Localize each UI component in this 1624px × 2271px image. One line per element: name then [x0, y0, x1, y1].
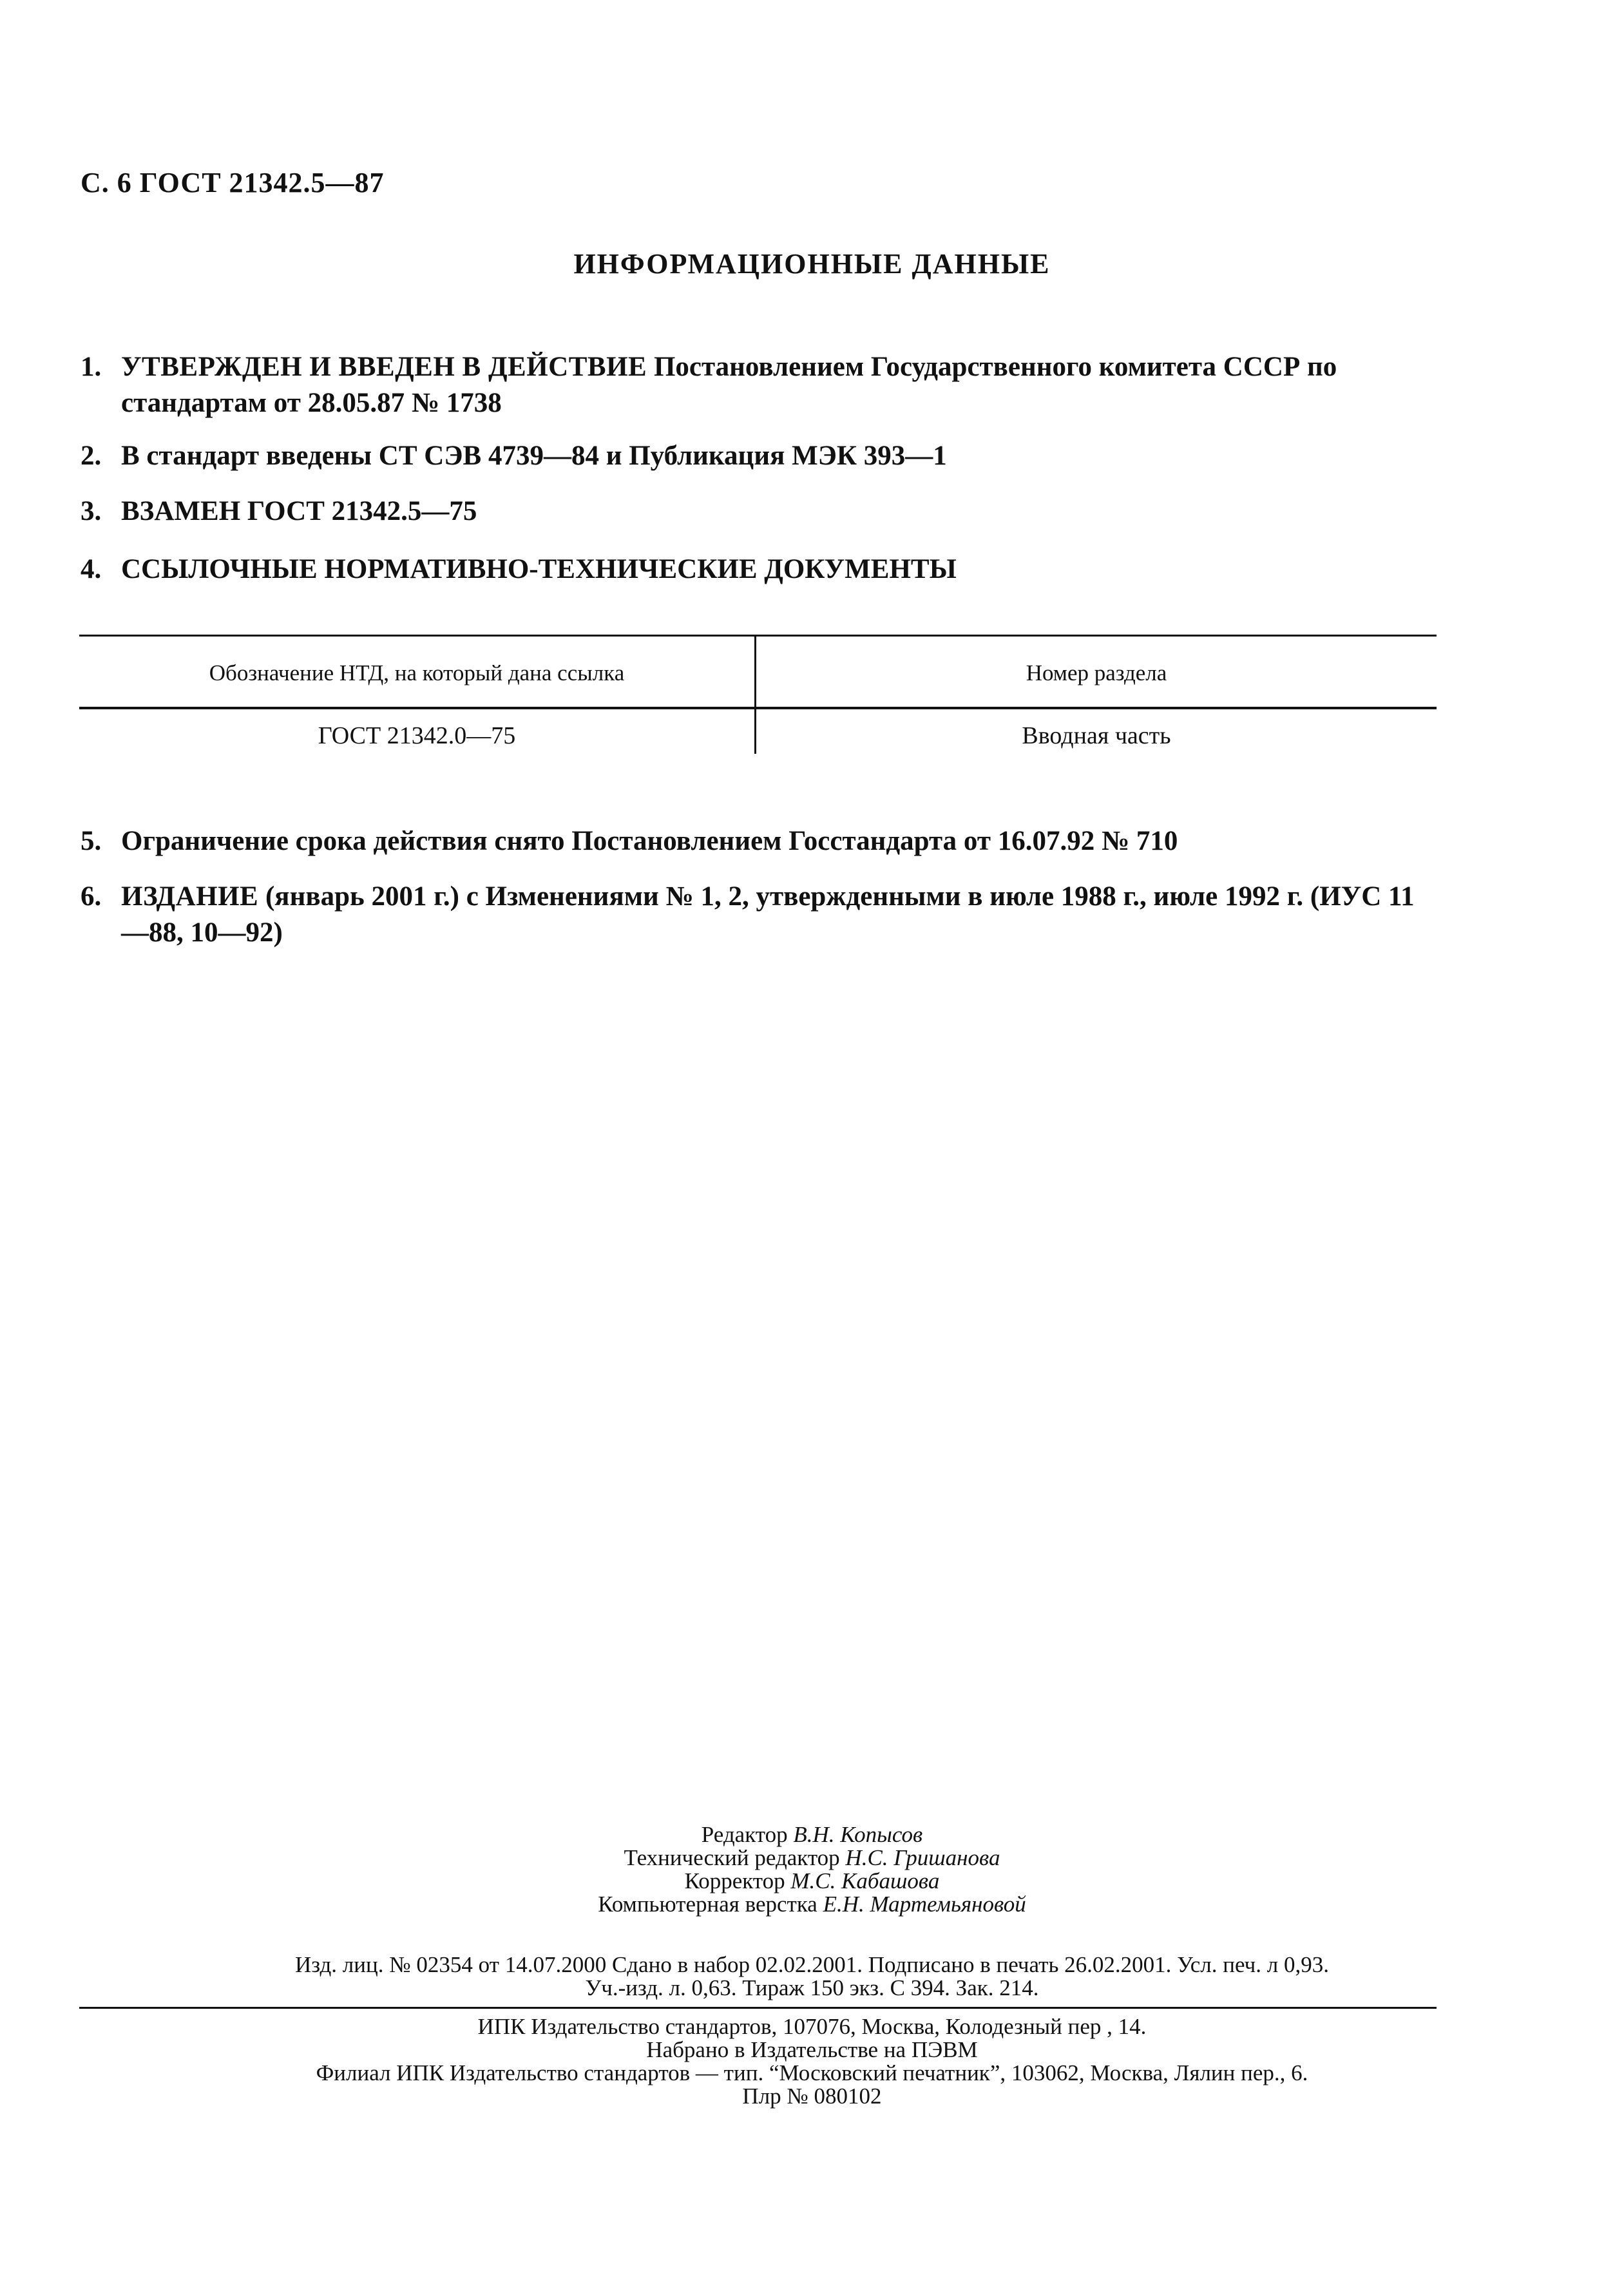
publication-info	[0, 1953, 1624, 2000]
item-number: 3.	[81, 496, 102, 526]
printer-line: ИПК Издательство стандартов, 107076, Москва, Колодезный пер , 14.	[477, 2014, 1147, 2039]
info-item-1	[81, 349, 1440, 421]
info-item-4	[81, 551, 1440, 588]
credit-role: Корректор	[684, 1868, 785, 1893]
credit-name: Н.С. Гришанова	[845, 1845, 1000, 1870]
table-header-designation: Обозначение НТД, на который дана ссылка	[209, 660, 625, 685]
credit-editor	[0, 1823, 1624, 1846]
item-text: Ограничение срока действия снято Постановлением Госстандарта от 16.07.92 № 710	[121, 826, 1178, 856]
item-lead: УТВЕРЖДЕН И ВВЕДЕН В ДЕЙСТВИЕ	[121, 352, 647, 382]
credit-layout	[0, 1893, 1624, 1916]
item-text: (январь 2001 г.) с Изменениями № 1, 2, утвержденными в июле 1988 г., июле 1992 г. (ИУС 11—88, 10—92)	[121, 881, 1415, 948]
item-number: 4.	[81, 554, 102, 584]
printer-line: Плр № 080102	[742, 2084, 882, 2109]
imprint-divider	[79, 2007, 1437, 2009]
item-text: В стандарт введены СТ СЭВ 4739—84 и Публикация МЭК 393—1	[121, 441, 947, 471]
credit-proofreader	[0, 1870, 1624, 1893]
printer-line: Набрано в Издательстве на ПЭВМ	[646, 2037, 978, 2062]
item-number: 6.	[81, 881, 102, 912]
printer-line: Филиал ИПК Издательство стандартов — тип. “Московский печатник”, 103062, Москва, Лялин пер., 6.	[316, 2060, 1308, 2085]
item-number: 5.	[81, 826, 102, 856]
editorial-credits	[0, 1823, 1624, 1916]
item-text: Постановлением Государственного комитета СССР по стандартам от 28.05.87 № 1738	[121, 352, 1337, 418]
table-header-section: Номер раздела	[1026, 660, 1167, 685]
table-top-rule	[79, 635, 1437, 637]
info-item-5	[81, 823, 1440, 859]
pubinfo-line: Уч.-изд. л. 0,63. Тираж 150 экз. С 394. Зак. 214.	[585, 1975, 1039, 2000]
table-cell-designation: ГОСТ 21342.0—75	[318, 722, 516, 749]
credit-name: М.С. Кабашова	[790, 1868, 940, 1893]
document-title: ИНФОРМАЦИОННЫЕ ДАННЫЕ	[573, 248, 1051, 280]
info-item-3	[81, 493, 1440, 530]
page-header: С. 6 ГОСТ 21342.5—87	[81, 167, 385, 198]
item-number: 2.	[81, 441, 102, 471]
table-cell-section: Вводная часть	[1022, 722, 1171, 749]
printer-info	[0, 2015, 1624, 2108]
item-number: 1.	[81, 352, 102, 382]
table-header-rule	[79, 707, 1437, 709]
info-item-6	[81, 879, 1440, 951]
pubinfo-line: Изд. лиц. № 02354 от 14.07.2000 Сдано в набор 02.02.2001. Подписано в печать 26.02.2001. Усл. печ. л 0,93.	[295, 1952, 1329, 1977]
credit-role: Технический редактор	[624, 1845, 840, 1870]
credit-role: Компьютерная верстка	[598, 1892, 817, 1917]
credit-name: Е.Н. Мартемьяновой	[823, 1892, 1026, 1917]
item-text: ВЗАМЕН ГОСТ 21342.5—75	[121, 496, 477, 526]
reference-documents-table	[79, 635, 1437, 754]
credit-technical-editor	[0, 1846, 1624, 1870]
item-text: ССЫЛОЧНЫЕ НОРМАТИВНО-ТЕХНИЧЕСКИЕ ДОКУМЕНТЫ	[121, 554, 957, 584]
info-item-2	[81, 438, 1440, 474]
credit-name: В.Н. Копысов	[793, 1822, 923, 1847]
credit-role: Редактор	[701, 1822, 788, 1847]
item-lead: ИЗДАНИЕ	[121, 881, 259, 912]
